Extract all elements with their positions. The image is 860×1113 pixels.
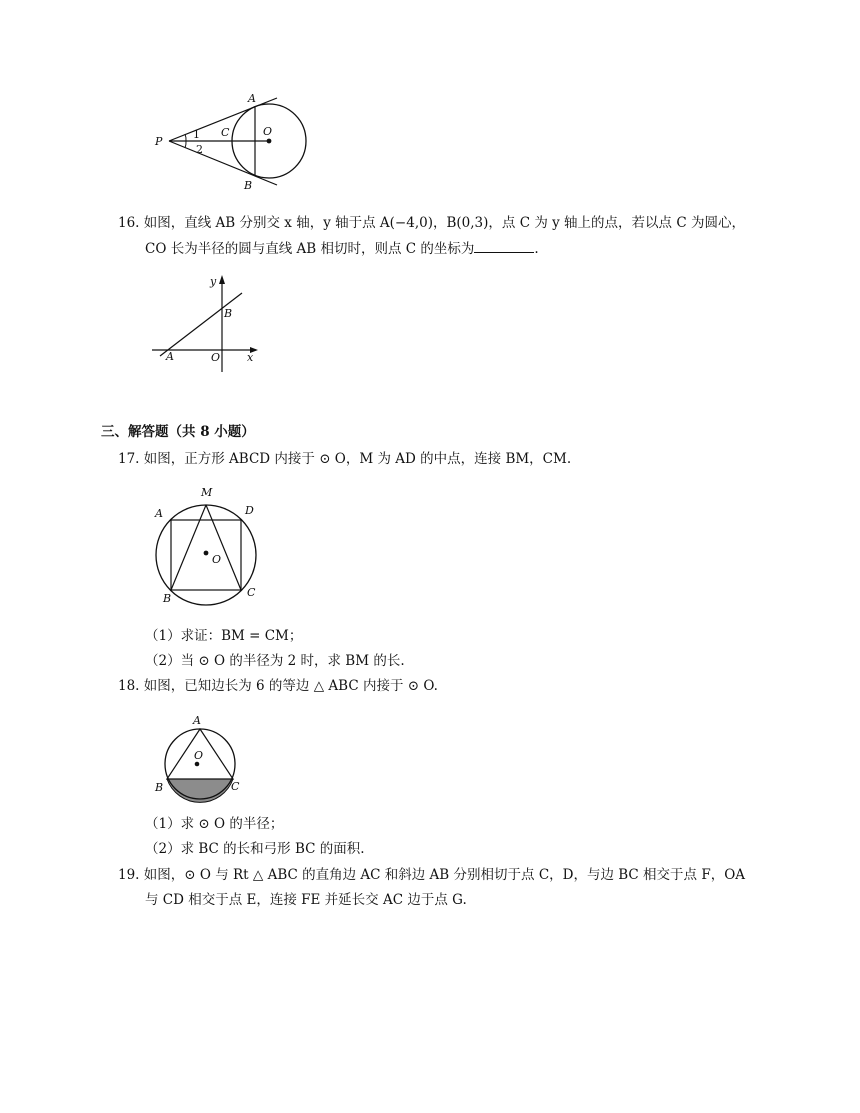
label-o: O (211, 351, 221, 364)
line-ab (160, 293, 242, 356)
angle-arc-2 (185, 141, 186, 148)
q19-line1: 19. 如图，⊙ O 与 Rt △ ABC 的直角边 AC 和斜边 AB 分别相切于点 C，D，与边 BC 相交于点 F，OA (118, 867, 746, 883)
label-angle-2: 2 (196, 143, 203, 156)
figure-17-inscribed-square (150, 485, 265, 610)
label-y: y (210, 275, 217, 288)
section-heading: 三、解答题（共 8 小题） (101, 424, 255, 440)
segment-cm (206, 505, 241, 590)
q16-line2 (145, 238, 539, 259)
segment-bm (171, 505, 206, 590)
q16-line2-text: CO 长为半径的圆与直线 AB 相切时，则点 C 的坐标为 (145, 241, 475, 257)
label-o: O (263, 125, 273, 138)
label-a: A (193, 714, 201, 727)
label-c: C (231, 780, 240, 793)
label-a: A (155, 507, 163, 520)
label-o: O (194, 749, 204, 762)
label-a: A (248, 92, 256, 105)
q17-part2: （2）当 ⊙ O 的半径为 2 时，求 BM 的长. (145, 653, 405, 669)
center-dot-o (204, 551, 209, 556)
q18-stem: 18. 如图，已知边长为 6 的等边 △ ABC 内接于 ⊙ O. (118, 678, 438, 694)
label-d: D (245, 504, 254, 517)
center-dot-o (195, 762, 200, 767)
label-b: B (155, 781, 164, 794)
label-x: x (247, 351, 254, 364)
angle-arc-1 (185, 134, 186, 141)
label-c: C (247, 586, 256, 599)
label-o: O (212, 553, 222, 566)
q19-line2: 与 CD 相交于点 E，连接 FE 并延长交 AC 边于点 G. (145, 892, 467, 908)
q16-line2-period: . (534, 241, 539, 257)
q18-part2: （2）求 BC 的长和弓形 BC 的面积. (145, 841, 365, 857)
q16-line1: 16. 如图，直线 AB 分别交 x 轴，y 轴于点 A(−4,0)，B(0,3)，点 C 为 y 轴上的点，若以点 C 为圆心， (118, 215, 745, 231)
center-dot-o (267, 139, 272, 144)
q18-part1: （1）求 ⊙ O 的半径； (145, 816, 284, 832)
q17-part1: （1）求证：BM = CM； (145, 628, 303, 644)
label-m: M (201, 486, 213, 499)
label-p: P (155, 135, 163, 148)
answer-blank[interactable] (474, 238, 534, 253)
figure-18-inscribed-triangle (150, 712, 245, 802)
q17-stem: 17. 如图，正方形 ABCD 内接于 ⊙ O，M 为 AD 的中点，连接 BM，CM. (118, 451, 572, 467)
figure-15-tangent-circle (150, 90, 320, 195)
label-c: C (221, 126, 230, 139)
figure-16-coordinate-plane (150, 270, 265, 375)
y-axis-arrow (219, 275, 225, 284)
label-a: A (166, 350, 174, 363)
label-b: B (163, 592, 172, 605)
label-b: B (224, 307, 233, 320)
label-b: B (244, 179, 253, 192)
label-angle-1: 1 (193, 128, 200, 141)
